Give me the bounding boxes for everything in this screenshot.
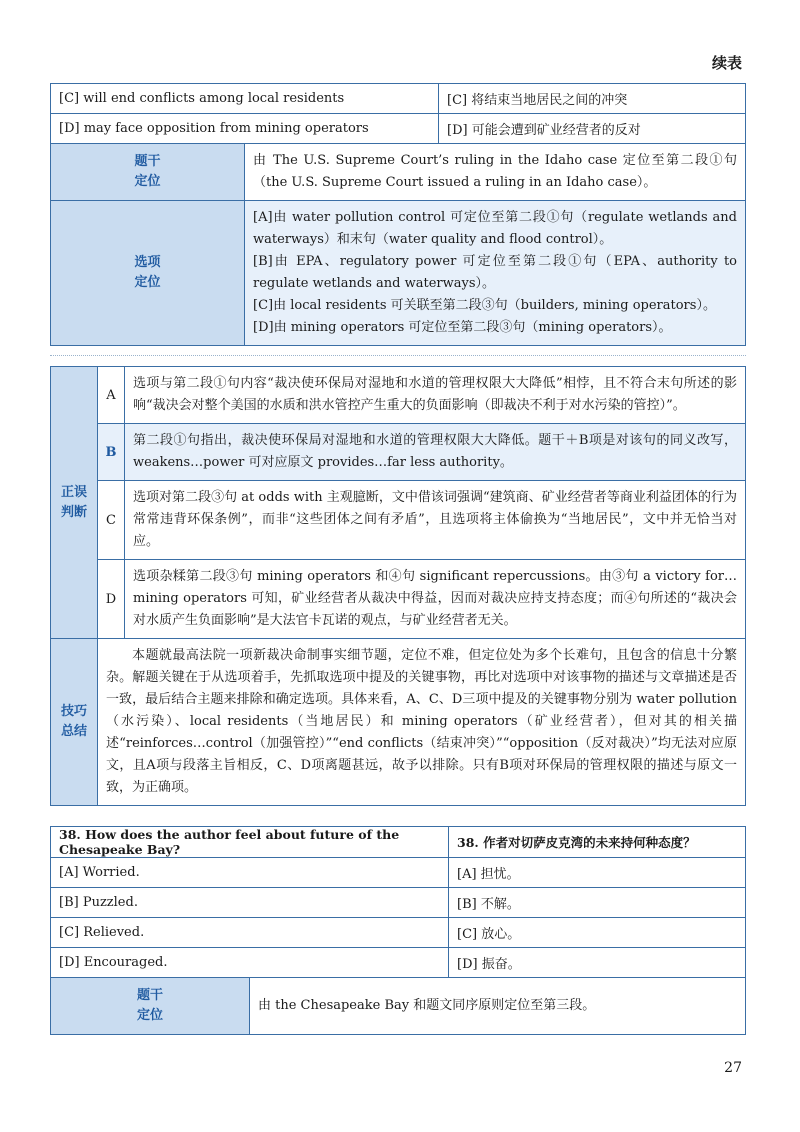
skill-summary-label: 技巧 总结 bbox=[51, 639, 98, 806]
table-row bbox=[51, 367, 746, 424]
table-row bbox=[51, 84, 746, 114]
skill-summary-text: 本题就最高法院一项新裁决命制事实细节题，定位不难，但定位处为多个长难句，且包含的信息十分繁杂。解题关键在于从选项着手，先抓取选项中提及的关键事物，再比对选项中对该事物的描述与文章描述是否一致，最后结合主题来排除和确定选项。具体来看，A、C、D三项中提及的关键事物分别为 water pollution（水污染）、local residents（当地居民）和 mining operators（矿业经营者），但对其的相关描述“reinforces…control（加强管控）”“end conflicts（结束冲突）”“opposition（反对裁决）”均无法对应原文，且A项与段落主旨相反，C、D项离题甚远，故予以排除。只有B项对环保局的管理权限的描述与原文一致，为正确项。 bbox=[98, 639, 746, 806]
question-38-zh: 38. 作者对切萨皮克湾的未来持何种态度？ bbox=[449, 827, 746, 858]
stem-location-text: 由 the Chesapeake Bay 和题文同序原则定位至第三段。 bbox=[250, 978, 746, 1035]
judgment-label: 正误 判断 bbox=[51, 367, 98, 639]
page-number: 27 bbox=[724, 1060, 742, 1076]
option-c-en: [C] Relieved. bbox=[51, 918, 449, 948]
table-row bbox=[51, 481, 746, 560]
table-row bbox=[51, 560, 746, 639]
judgment-text-a: 选项与第二段①句内容“裁决使环保局对湿地和水道的管理权限大大降低”相悖，且不符合末句所述的影响“裁决会对整个美国的水质和洪水管控产生重大的负面影响（即裁决不利于对水污染的管控）”。 bbox=[125, 367, 746, 424]
table-row bbox=[51, 114, 746, 144]
option-a-zh: [A] 担忧。 bbox=[449, 858, 746, 888]
option-location-label: 选项 定位 bbox=[51, 201, 245, 346]
option-d-zh: [D] 振奋。 bbox=[449, 948, 746, 978]
question-37-table-continued bbox=[50, 83, 746, 346]
option-c-en: [C] will end conflicts among local residents bbox=[51, 84, 439, 114]
option-b-zh: [B] 不解。 bbox=[449, 888, 746, 918]
table-row bbox=[51, 827, 746, 858]
judgment-letter-a: A bbox=[98, 367, 125, 424]
continued-label: 续表 bbox=[711, 54, 742, 72]
section-divider bbox=[50, 355, 746, 356]
judgment-text-d: 选项杂糅第二段③句 mining operators 和④句 significant repercussions。由③句 a victory for…mining operators 可知，矿业经营者从裁决中得益，因而对裁决应持支持态度；而④句所述的“裁决会对水质产生负面影响”是大法官卡瓦诺的观点，与矿业经营者无关。 bbox=[125, 560, 746, 639]
table-row bbox=[51, 858, 746, 888]
judgment-table bbox=[50, 366, 746, 806]
stem-location-label: 题干 定位 bbox=[51, 144, 245, 201]
option-c-zh: [C] 放心。 bbox=[449, 918, 746, 948]
judgment-text-c: 选项对第二段③句 at odds with 主观臆断，文中借该词强调“建筑商、矿业经营者等商业利益团体的行为常常违背环保条例”，而非“这些团体之间有矛盾”，且选项将主体偷换为“当地居民”，文中并无恰当对应。 bbox=[125, 481, 746, 560]
table-row bbox=[51, 144, 746, 201]
judgment-letter-c: C bbox=[98, 481, 125, 560]
table-row bbox=[51, 888, 746, 918]
judgment-letter-b: B bbox=[98, 424, 125, 481]
option-location-text: [A]由 water pollution control 可定位至第二段①句（regulate wetlands and waterways）和末句（water quality and flood control）。 [B]由 EPA、regulatory power 可定位至第二段①句（EPA、authority to regulate wetlands and waterways）。 [C]由 local residents 可关联至第二段③句（builders, mining operators）。 [D]由 mining operators 可定位至第二段③句（mining operators）。 bbox=[245, 201, 746, 346]
table-row bbox=[51, 201, 746, 346]
table-row bbox=[51, 918, 746, 948]
judgment-text-b: 第二段①句指出，裁决使环保局对湿地和水道的管理权限大大降低。题干＋B项是对该句的同义改写，weakens…power 可对应原文 provides…far less authority。 bbox=[125, 424, 746, 481]
table-row bbox=[51, 639, 746, 806]
option-d-en: [D] may face opposition from mining operators bbox=[51, 114, 439, 144]
stem-location-text: 由 The U.S. Supreme Court’s ruling in the Idaho case 定位至第二段①句（the U.S. Supreme Court issued a ruling in an Idaho case）。 bbox=[245, 144, 746, 201]
stem-location-label: 题干 定位 bbox=[51, 978, 250, 1035]
table-row bbox=[51, 978, 746, 1035]
option-c-zh: [C] 将结束当地居民之间的冲突 bbox=[439, 84, 746, 114]
question-38-en: 38. How does the author feel about future of the Chesapeake Bay? bbox=[51, 827, 449, 858]
question-38-table bbox=[50, 826, 746, 1035]
option-d-en: [D] Encouraged. bbox=[51, 948, 449, 978]
option-b-en: [B] Puzzled. bbox=[51, 888, 449, 918]
option-a-en: [A] Worried. bbox=[51, 858, 449, 888]
table-row bbox=[51, 424, 746, 481]
table-row bbox=[51, 948, 746, 978]
judgment-letter-d: D bbox=[98, 560, 125, 639]
option-d-zh: [D] 可能会遭到矿业经营者的反对 bbox=[439, 114, 746, 144]
